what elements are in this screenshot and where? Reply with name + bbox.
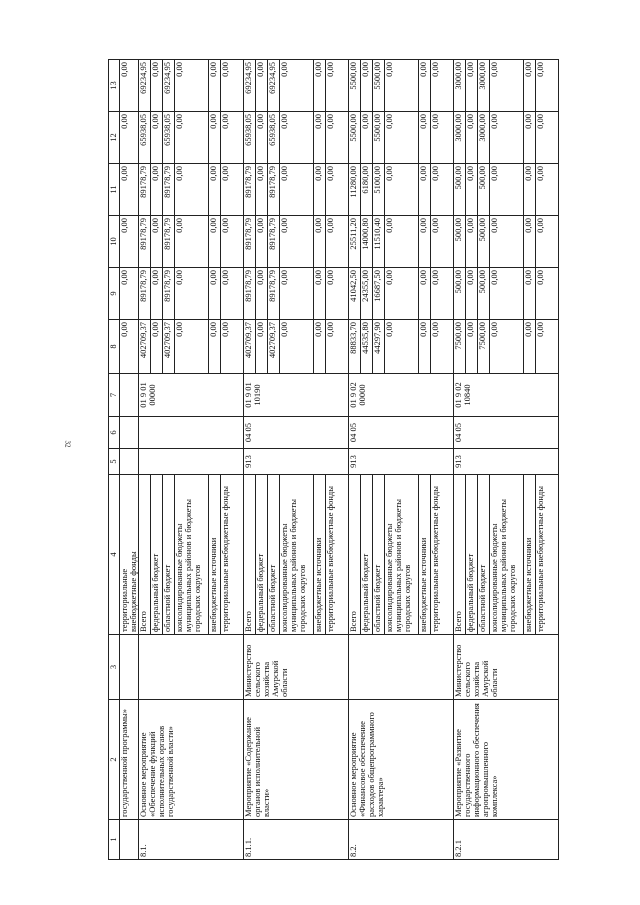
value-cell: 0,00 xyxy=(534,62,545,77)
row-name: Мероприятие «Развитие государственного информационного обеспечения агропромышленного комплекса» xyxy=(453,700,558,820)
value-cell: 500,00 xyxy=(454,216,466,267)
value-cell: 0,00 xyxy=(175,60,209,111)
source-label: областной бюджет xyxy=(163,475,175,634)
value-cell: 0,00 xyxy=(466,320,478,373)
value-cell: 500,00 xyxy=(454,164,466,215)
col-header-3: 3 xyxy=(109,635,120,700)
value-cell: 0,00 xyxy=(429,270,440,285)
value-cell: 0,00 xyxy=(534,322,545,337)
source-label: Всего xyxy=(139,475,151,634)
value-cell: 89178,79 xyxy=(268,268,280,319)
finance-table-wrapper xyxy=(108,60,545,860)
row-grbs: 913 xyxy=(453,449,558,475)
source-label: территориальные внебюджетные фонды xyxy=(219,486,230,632)
row-sources xyxy=(243,475,348,635)
value-cell: 0,00 xyxy=(524,164,536,215)
source-label: Всего xyxy=(349,475,361,634)
value-cell: 0,00 xyxy=(361,60,373,111)
value-cell: 5500,00 xyxy=(349,60,361,111)
value-cell: 0,00 xyxy=(324,218,335,233)
value-cell: 5500,00 xyxy=(373,60,385,111)
value-cell: 0,00 xyxy=(534,218,545,233)
value-cell: 402709,37 xyxy=(139,320,151,373)
value-cell: 0,00 xyxy=(209,112,221,163)
col-header-11: 11 xyxy=(109,164,120,216)
value-cell: 0,00 xyxy=(385,268,419,319)
value-column xyxy=(138,112,243,164)
value-cell: 69234,95 xyxy=(139,60,151,111)
value-cell: 89178,79 xyxy=(268,164,280,215)
value-cell: 44535,80 xyxy=(361,320,373,373)
source-label: внебюджетные источники xyxy=(314,475,326,634)
value-cell: 0,00 xyxy=(280,60,314,111)
value-column xyxy=(348,112,453,164)
value-column xyxy=(243,320,348,374)
source-label: областной бюджет xyxy=(268,475,280,634)
first-row-continuation xyxy=(120,60,139,860)
value-cell: 0,00 xyxy=(524,216,536,267)
value-cell: 0,00 xyxy=(429,114,440,129)
value-cell: 500,00 xyxy=(478,216,490,267)
value-cell: 44297,90 xyxy=(373,320,385,373)
row-rz: 04 05 xyxy=(453,417,558,449)
value-cell: 0,00 xyxy=(466,164,478,215)
value-cell: 0,00 xyxy=(429,166,440,181)
value-cell: 3000,00 xyxy=(454,112,466,163)
value-cell: 0,00 xyxy=(175,164,209,215)
value-cell: 0,00 xyxy=(219,114,230,129)
value-cell: 0,00 xyxy=(256,268,268,319)
value-cell: 0,00 xyxy=(219,270,230,285)
value-cell: 0,00 xyxy=(151,112,163,163)
source-label: внебюджетные источники xyxy=(524,475,536,634)
value-cell: 11510,40 xyxy=(373,216,385,267)
value-column xyxy=(453,60,558,112)
source-label: областной бюджет xyxy=(478,475,490,634)
table-row xyxy=(138,60,243,860)
rotated-sheet xyxy=(108,60,545,860)
page-number: 32 xyxy=(63,440,72,448)
col-header-7: 7 xyxy=(109,374,120,417)
value-cell: 0,00 xyxy=(385,164,419,215)
value-cell: 0,00 xyxy=(324,62,335,77)
value-cell: 0,00 xyxy=(314,320,326,373)
value-cell: 0,00 xyxy=(419,164,431,215)
value-column xyxy=(453,320,558,374)
row-name: Основное мероприятие «Финансовое обеспечение расходов общепрограммного характера» xyxy=(348,700,453,820)
value-cell: 89178,79 xyxy=(244,216,256,267)
value-cell: 0,00 xyxy=(385,216,419,267)
value-cell: 0,00 xyxy=(490,268,524,319)
value-cell: 0,00 xyxy=(490,216,524,267)
value-cell: 89178,79 xyxy=(268,216,280,267)
first-row-val-8: 0,00 xyxy=(120,320,139,374)
value-cell: 0,00 xyxy=(324,322,335,337)
value-column xyxy=(348,216,453,268)
row-executor xyxy=(138,635,243,700)
col-header-6: 6 xyxy=(109,417,120,449)
value-cell: 89178,79 xyxy=(163,164,175,215)
value-cell: 0,00 xyxy=(219,218,230,233)
value-cell: 0,00 xyxy=(256,320,268,373)
value-cell: 0,00 xyxy=(324,166,335,181)
value-cell: 0,00 xyxy=(219,62,230,77)
row-name: Основное мероприятие «Обеспечение функций исполнительных органов государственной власти» xyxy=(138,700,243,820)
row-executor: Министерство сельского хозяйства Амурской области xyxy=(453,635,558,700)
value-cell: 0,00 xyxy=(209,268,221,319)
value-cell: 500,00 xyxy=(478,164,490,215)
value-cell: 0,00 xyxy=(429,322,440,337)
value-cell: 89178,79 xyxy=(163,268,175,319)
value-cell: 89178,79 xyxy=(139,164,151,215)
value-cell: 65938,05 xyxy=(163,112,175,163)
value-column xyxy=(138,216,243,268)
value-cell: 500,00 xyxy=(454,268,466,319)
source-label: федеральный бюджет xyxy=(256,475,268,634)
value-cell: 0,00 xyxy=(175,112,209,163)
value-cell: 89178,79 xyxy=(244,268,256,319)
value-cell: 6180,00 xyxy=(361,164,373,215)
table-row xyxy=(348,60,453,860)
first-row-val-10: 0,00 xyxy=(120,216,139,268)
row-csr: 01 9 02 10840 xyxy=(453,374,558,417)
value-cell: 0,00 xyxy=(151,164,163,215)
value-cell: 0,00 xyxy=(256,112,268,163)
first-row-line-2: внебюджетные фонды xyxy=(127,551,138,632)
value-cell: 5500,00 xyxy=(373,112,385,163)
source-label: консолидированные бюджеты муниципальных районов и бюджеты городских округов xyxy=(490,475,524,634)
source-label: областной бюджет xyxy=(373,475,385,634)
value-cell: 41042,50 xyxy=(349,268,361,319)
value-cell: 0,00 xyxy=(151,216,163,267)
value-column xyxy=(138,268,243,320)
value-cell: 7500,00 xyxy=(454,320,466,373)
value-cell: 500,00 xyxy=(478,268,490,319)
value-cell: 89178,79 xyxy=(244,164,256,215)
value-cell: 0,00 xyxy=(490,164,524,215)
value-cell: 0,00 xyxy=(280,112,314,163)
value-cell: 0,00 xyxy=(219,166,230,181)
value-cell: 89178,79 xyxy=(139,216,151,267)
value-column xyxy=(453,216,558,268)
first-row-val-11: 0,00 xyxy=(120,164,139,216)
value-cell: 0,00 xyxy=(219,322,230,337)
value-cell: 16687,50 xyxy=(373,268,385,319)
table-row xyxy=(453,60,558,860)
table-body xyxy=(138,60,558,860)
value-column xyxy=(348,60,453,112)
col-header-4: 4 xyxy=(109,475,120,635)
value-cell: 0,00 xyxy=(419,216,431,267)
value-cell: 0,00 xyxy=(175,216,209,267)
value-cell: 24355,00 xyxy=(361,268,373,319)
value-cell: 0,00 xyxy=(466,112,478,163)
value-cell: 0,00 xyxy=(385,112,419,163)
value-cell: 0,00 xyxy=(175,268,209,319)
col-header-12: 12 xyxy=(109,112,120,164)
col-header-9: 9 xyxy=(109,268,120,320)
value-cell: 0,00 xyxy=(256,60,268,111)
source-label: федеральный бюджет xyxy=(466,475,478,634)
value-cell: 69234,95 xyxy=(244,60,256,111)
row-name: Мероприятие «Содержание органов исполнительной власти» xyxy=(243,700,348,820)
row-number: 8.1. xyxy=(138,820,243,860)
row-sources xyxy=(138,475,243,635)
row-csr: 01 9 01 00000 xyxy=(138,374,243,417)
value-cell: 402709,37 xyxy=(268,320,280,373)
value-cell: 5100,00 xyxy=(373,164,385,215)
value-cell: 0,00 xyxy=(209,216,221,267)
value-cell: 0,00 xyxy=(151,268,163,319)
row-csr: 01 9 02 00000 xyxy=(348,374,453,417)
value-cell: 0,00 xyxy=(256,216,268,267)
value-cell: 0,00 xyxy=(361,112,373,163)
value-cell: 0,00 xyxy=(209,60,221,111)
value-cell: 3000,00 xyxy=(478,112,490,163)
row-csr: 01 9 01 10190 xyxy=(243,374,348,417)
row-grbs: 913 xyxy=(243,449,348,475)
value-cell: 11280,00 xyxy=(349,164,361,215)
value-cell: 0,00 xyxy=(524,268,536,319)
value-cell: 65938,05 xyxy=(244,112,256,163)
col-header-1: 1 xyxy=(109,820,120,860)
row-executor xyxy=(348,635,453,700)
source-label: Всего xyxy=(244,475,256,634)
value-column xyxy=(243,216,348,268)
source-label: консолидированные бюджеты муниципальных районов и бюджеты городских округов xyxy=(280,475,314,634)
value-cell: 0,00 xyxy=(151,60,163,111)
value-cell: 65938,05 xyxy=(139,112,151,163)
table-row xyxy=(243,60,348,860)
value-column xyxy=(348,268,453,320)
value-cell: 0,00 xyxy=(209,164,221,215)
row-sources xyxy=(348,475,453,635)
value-cell: 0,00 xyxy=(314,268,326,319)
value-column xyxy=(453,112,558,164)
row-executor: Министерство сельского хозяйства Амурской области xyxy=(243,635,348,700)
value-column xyxy=(138,60,243,112)
value-column xyxy=(348,320,453,374)
value-cell: 0,00 xyxy=(429,62,440,77)
source-label: Всего xyxy=(454,475,466,634)
value-cell: 0,00 xyxy=(209,320,221,373)
row-number: 8.2. xyxy=(348,820,453,860)
source-label: территориальные внебюджетные фонды xyxy=(534,486,545,632)
value-cell: 65938,05 xyxy=(268,112,280,163)
value-cell: 0,00 xyxy=(314,112,326,163)
col-header-13: 13 xyxy=(109,60,120,112)
header-row xyxy=(109,60,120,860)
source-label: внебюджетные источники xyxy=(419,475,431,634)
value-cell: 0,00 xyxy=(151,320,163,373)
first-row-val-9: 0,00 xyxy=(120,268,139,320)
first-row-val-12: 0,00 xyxy=(120,112,139,164)
value-cell: 69234,95 xyxy=(268,60,280,111)
value-cell: 0,00 xyxy=(490,112,524,163)
value-cell: 69234,95 xyxy=(163,60,175,111)
value-cell: 0,00 xyxy=(314,164,326,215)
source-label: консолидированные бюджеты муниципальных районов и бюджеты городских округов xyxy=(175,475,209,634)
value-cell: 0,00 xyxy=(419,320,431,373)
value-cell: 7500,00 xyxy=(478,320,490,373)
value-column xyxy=(243,164,348,216)
value-cell: 0,00 xyxy=(524,60,536,111)
value-column xyxy=(243,60,348,112)
value-cell: 5500,00 xyxy=(349,112,361,163)
row-grbs xyxy=(138,449,243,475)
first-row-name: государственной программы» xyxy=(120,700,139,820)
value-cell: 402709,37 xyxy=(163,320,175,373)
value-cell: 0,00 xyxy=(314,216,326,267)
value-cell: 0,00 xyxy=(280,164,314,215)
col-header-5: 5 xyxy=(109,449,120,475)
value-cell: 89178,79 xyxy=(139,268,151,319)
value-cell: 0,00 xyxy=(385,320,419,373)
value-cell: 0,00 xyxy=(490,320,524,373)
value-cell: 0,00 xyxy=(534,114,545,129)
value-column xyxy=(453,164,558,216)
source-label: внебюджетные источники xyxy=(209,475,221,634)
source-label: территориальные внебюджетные фонды xyxy=(429,486,440,632)
row-grbs: 913 xyxy=(348,449,453,475)
value-cell: 402709,37 xyxy=(244,320,256,373)
value-cell: 0,00 xyxy=(534,166,545,181)
first-row-val-13: 0,00 xyxy=(120,60,139,112)
value-cell: 0,00 xyxy=(524,112,536,163)
value-column xyxy=(243,268,348,320)
value-cell: 0,00 xyxy=(466,216,478,267)
value-cell: 0,00 xyxy=(280,320,314,373)
col-header-10: 10 xyxy=(109,216,120,268)
value-cell: 25511,20 xyxy=(349,216,361,267)
value-column xyxy=(138,164,243,216)
value-column xyxy=(243,112,348,164)
row-rz: 04 05 xyxy=(243,417,348,449)
row-rz: 04 05 xyxy=(348,417,453,449)
value-cell: 0,00 xyxy=(490,60,524,111)
value-column xyxy=(348,164,453,216)
value-cell: 0,00 xyxy=(280,268,314,319)
row-rz xyxy=(138,417,243,449)
value-cell: 88833,70 xyxy=(349,320,361,373)
value-cell: 0,00 xyxy=(524,320,536,373)
value-cell: 0,00 xyxy=(385,60,419,111)
value-cell: 0,00 xyxy=(534,270,545,285)
row-number: 8.1.1. xyxy=(243,820,348,860)
source-label: территориальные внебюджетные фонды xyxy=(324,486,335,632)
col-header-8: 8 xyxy=(109,320,120,374)
row-sources xyxy=(453,475,558,635)
value-cell: 0,00 xyxy=(429,218,440,233)
value-cell: 0,00 xyxy=(419,60,431,111)
value-cell: 0,00 xyxy=(419,112,431,163)
value-cell: 3000,00 xyxy=(454,60,466,111)
value-cell: 0,00 xyxy=(419,268,431,319)
first-row-line-1: территориальные xyxy=(119,568,129,632)
value-cell: 0,00 xyxy=(466,268,478,319)
value-cell: 0,00 xyxy=(314,60,326,111)
value-cell: 0,00 xyxy=(466,60,478,111)
value-cell: 89178,79 xyxy=(163,216,175,267)
source-label: федеральный бюджет xyxy=(361,475,373,634)
value-column xyxy=(138,320,243,374)
value-cell: 0,00 xyxy=(324,270,335,285)
value-cell: 14000,80 xyxy=(361,216,373,267)
row-number: 8.2.1 xyxy=(453,820,558,860)
value-cell: 3000,00 xyxy=(478,60,490,111)
value-cell: 0,00 xyxy=(175,320,209,373)
value-cell: 0,00 xyxy=(324,114,335,129)
value-cell: 0,00 xyxy=(256,164,268,215)
col-header-2: 2 xyxy=(109,700,120,820)
value-cell: 0,00 xyxy=(280,216,314,267)
source-label: консолидированные бюджеты муниципальных районов и бюджеты городских округов xyxy=(385,475,419,634)
source-label: федеральный бюджет xyxy=(151,475,163,634)
value-column xyxy=(453,268,558,320)
finance-table xyxy=(108,59,559,860)
